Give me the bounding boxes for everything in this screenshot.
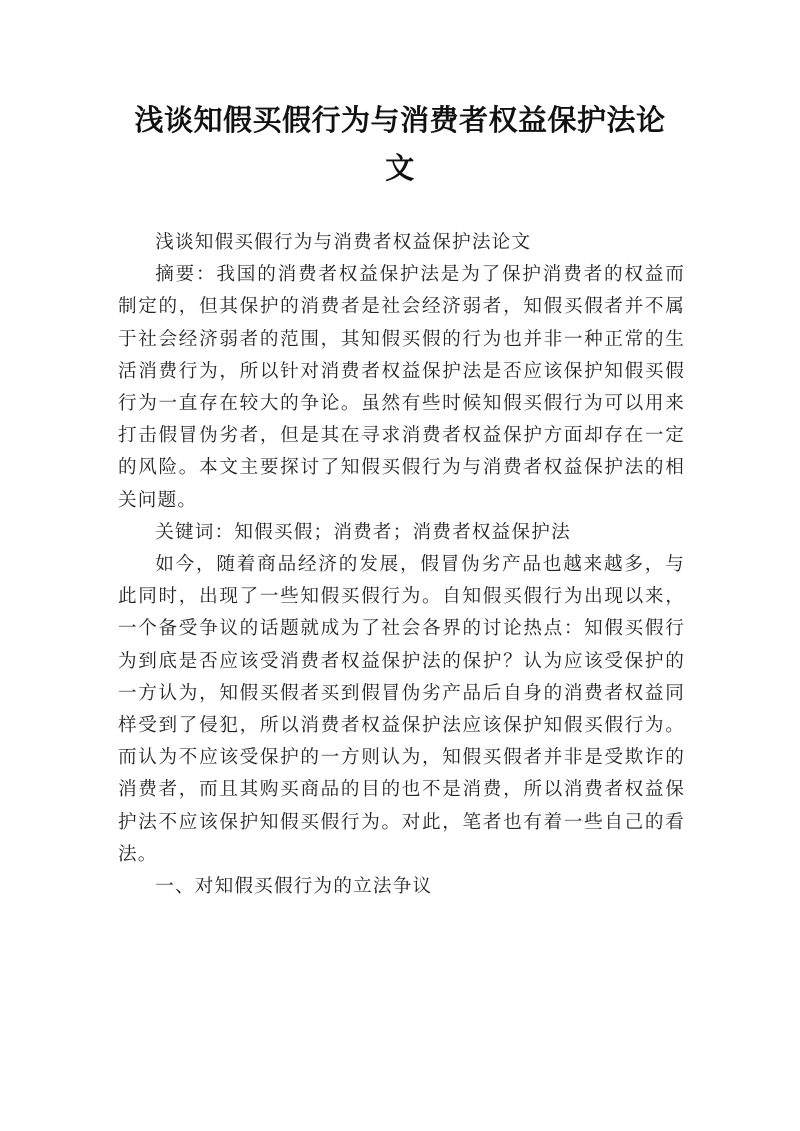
abstract-paragraph: 摘要：我国的消费者权益保护法是为了保护消费者的权益而制定的，但其保护的消费者是社会经济弱者，知假买假者并不属于社会经济弱者的范围，其知假买假的行为也并非一种正常的生活消费行为，所以针对消费者权益保护法是否应该保护知假买假行为一直存在较大的争论。虽然有些时候知假买假行为可以用来打击假冒伪劣者，但是其在寻求消费者权益保护方面却存在一定的风险。本文主要探讨了知假买假行为与消费者权益保护法的相关问题。 [118,264,685,511]
section-heading: 一、对知假买假行为的立法争议 [155,876,433,898]
subtitle-paragraph: 浅谈知假买假行为与消费者权益保护法论文 [155,232,532,253]
intro-paragraph: 如今，随着商品经济的发展，假冒伪劣产品也越来越多，与此同时，出现了一些知假买假行为。自知假买假行为出现以来，一个备受争议的话题就成为了社会各界的讨论热点：知假买假行为到底是否应该受消费者权益保护法的保护？认为应该受保护的一方认为，知假买假者买到假冒伪劣产品后自身的消费者权益同样受到了侵犯，所以消费者权益保护法应该保护知假买假行为。而认为不应该受保护的一方则认为，知假买假者并非是受欺诈的消费者，而且其购买商品的目的也不是消费，所以消费者权益保护法不应该保护知假买假行为。对此，笔者也有着一些自己的看法。 [118,554,685,865]
keywords-paragraph: 关键词：知假买假；消费者；消费者权益保护法 [155,521,571,543]
document-body [118,227,685,903]
document-title: 浅谈知假买假行为与消费者权益保护法论文 [134,103,666,185]
